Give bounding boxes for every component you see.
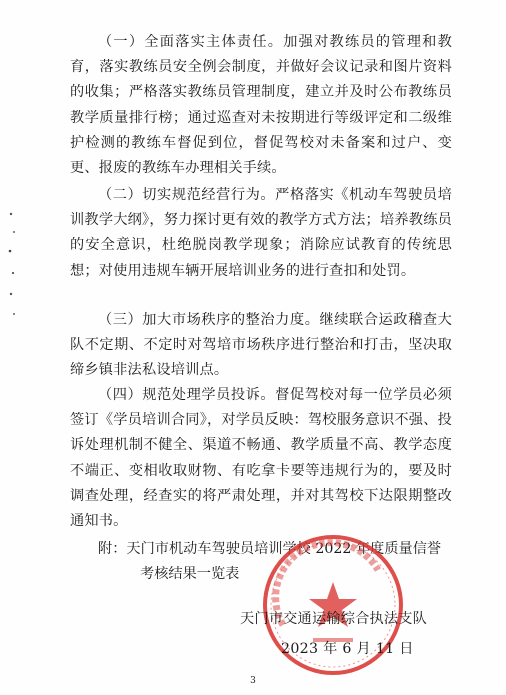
binding-hole-marks xyxy=(6,210,20,320)
paragraph-responsibility: （一）全面落实主体责任。加强对教练员的管理和教育，落实教练员安全例会制度，并做好会议记录和图片资料的收集；严格落实教练员管理制度，建立并及时公布教练员教学质量排行榜；通过巡查对未按期进行等级评定和二级维护检测的教练车督促到位，督促驾校对未备案和过户、变更、报废的教练车办理相关手续。 xyxy=(70,34,452,177)
paragraph-market-order: （三）加大市场秩序的整治力度。继续联合运政稽查大队不定期、不定时对驾培市场秩序进行整治和打击，坚决取缔乡镇非法私设培训点。 xyxy=(70,312,452,379)
attachment-line-1: 附：天门市机动车驾驶员培训学校 2022 年度质量信誉 xyxy=(98,541,442,557)
attachment-line-2: 考核结果一览表 xyxy=(140,566,240,583)
paragraph-business-conduct: （二）切实规范经营行为。严格落实《机动车驾驶员培训教学大纲》，努力探讨更有效的教学方式方法；培养教练员的安全意识，杜绝脱岗教学现象；消除应试教育的传统思想；对使用违规车辆开展培训业务的进行查扣和处罚。 xyxy=(70,187,452,279)
issuing-organization: 天门市交通运输综合执法支队 xyxy=(240,611,428,627)
paragraph-complaints: （四）规范处理学员投诉。督促驾校对每一位学员必须签订《学员培训合同》，对学员反映：驾校服务意识不强、投诉处理机制不健全、渠道不畅通、教学质量不高、教学态度不端正、变相收取财物、有吃拿卡要等违规行为的，要及时调查处理，经查实的将严肃处理，并对其驾校下达限期整改通知书。 xyxy=(70,387,452,530)
page-number: 3 xyxy=(250,676,256,686)
issue-date: 2023 年 6 月 11 日 xyxy=(281,641,414,657)
